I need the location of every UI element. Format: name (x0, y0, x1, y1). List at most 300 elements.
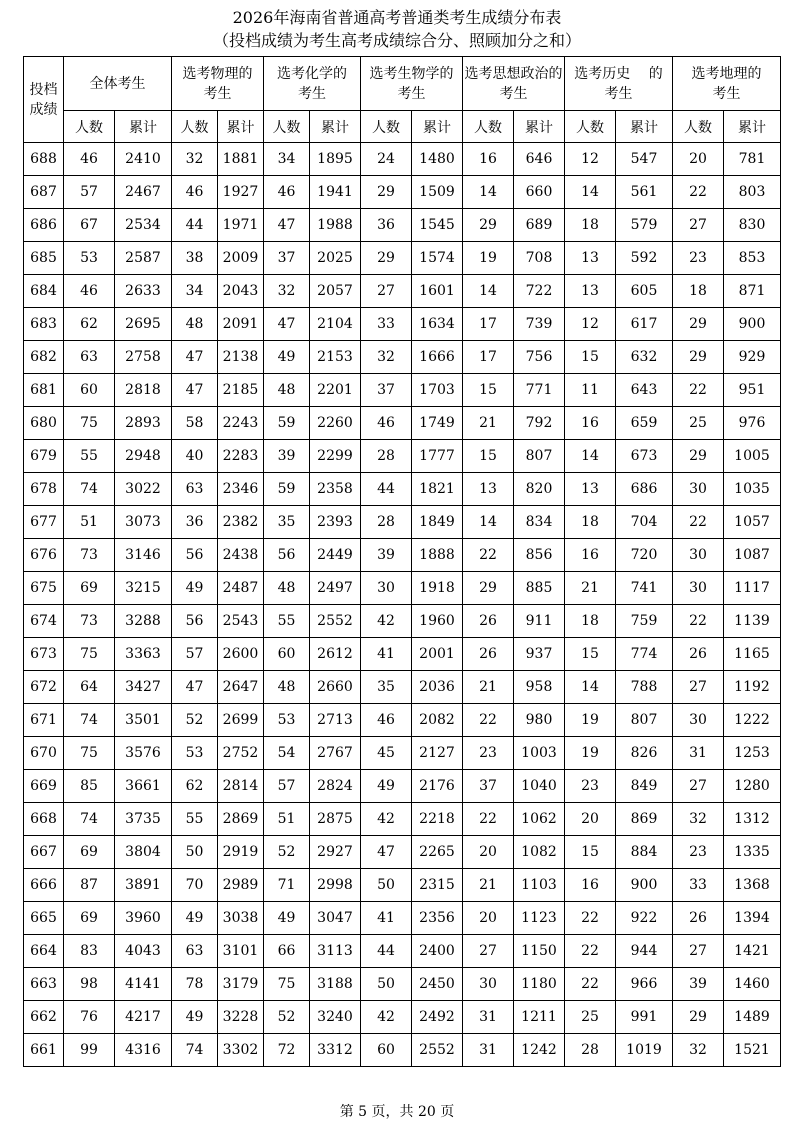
count-cell: 21 (565, 572, 616, 605)
cumulative-cell: 792 (514, 407, 565, 440)
count-cell: 55 (64, 440, 115, 473)
cumulative-cell: 2315 (412, 869, 463, 902)
cumulative-cell: 708 (514, 242, 565, 275)
cumulative-cell: 3501 (115, 704, 172, 737)
cumulative-cell: 2695 (115, 308, 172, 341)
count-cell: 37 (361, 374, 412, 407)
table-row (24, 935, 781, 968)
count-cell: 52 (264, 836, 310, 869)
count-cell: 44 (361, 473, 412, 506)
count-cell: 87 (64, 869, 115, 902)
cumulative-cell: 1521 (724, 1034, 781, 1067)
count-cell: 55 (172, 803, 218, 836)
cumulative-cell: 1703 (412, 374, 463, 407)
count-cell: 57 (172, 638, 218, 671)
cumulative-cell: 1335 (724, 836, 781, 869)
count-cell: 15 (463, 374, 514, 407)
cumulative-cell: 3804 (115, 836, 172, 869)
count-cell: 75 (64, 407, 115, 440)
count-cell: 30 (673, 704, 724, 737)
cumulative-cell: 774 (616, 638, 673, 671)
count-cell: 53 (264, 704, 310, 737)
cumulative-cell: 741 (616, 572, 673, 605)
table-row (24, 1034, 781, 1067)
count-cell: 56 (172, 605, 218, 638)
score-cell: 667 (24, 836, 64, 869)
header-count: 人数 (463, 111, 514, 143)
cumulative-cell: 991 (616, 1001, 673, 1034)
cumulative-cell: 2057 (310, 275, 361, 308)
cumulative-cell: 2265 (412, 836, 463, 869)
count-cell: 25 (565, 1001, 616, 1034)
cumulative-cell: 2699 (218, 704, 264, 737)
table-row (24, 506, 781, 539)
cumulative-cell: 1489 (724, 1001, 781, 1034)
count-cell: 50 (361, 869, 412, 902)
count-cell: 54 (264, 737, 310, 770)
count-cell: 22 (463, 704, 514, 737)
count-cell: 30 (673, 572, 724, 605)
cumulative-cell: 1368 (724, 869, 781, 902)
count-cell: 23 (565, 770, 616, 803)
cumulative-cell: 976 (724, 407, 781, 440)
count-cell: 31 (463, 1001, 514, 1034)
cumulative-cell: 781 (724, 143, 781, 176)
count-cell: 29 (361, 242, 412, 275)
cumulative-cell: 2450 (412, 968, 463, 1001)
count-cell: 76 (64, 1001, 115, 1034)
cumulative-cell: 869 (616, 803, 673, 836)
count-cell: 21 (463, 407, 514, 440)
count-cell: 70 (172, 869, 218, 902)
score-cell: 686 (24, 209, 64, 242)
count-cell: 49 (361, 770, 412, 803)
count-cell: 31 (673, 737, 724, 770)
count-cell: 46 (64, 275, 115, 308)
count-cell: 29 (463, 572, 514, 605)
count-cell: 64 (64, 671, 115, 704)
table-row (24, 737, 781, 770)
count-cell: 41 (361, 902, 412, 935)
count-cell: 66 (264, 935, 310, 968)
score-cell: 674 (24, 605, 64, 638)
count-cell: 73 (64, 605, 115, 638)
count-cell: 22 (565, 935, 616, 968)
cumulative-cell: 547 (616, 143, 673, 176)
count-cell: 25 (673, 407, 724, 440)
header-cumulative: 累计 (616, 111, 673, 143)
count-cell: 36 (361, 209, 412, 242)
cumulative-cell: 592 (616, 242, 673, 275)
count-cell: 13 (565, 242, 616, 275)
count-cell: 29 (463, 209, 514, 242)
count-cell: 26 (673, 902, 724, 935)
count-cell: 37 (463, 770, 514, 803)
cumulative-cell: 856 (514, 539, 565, 572)
cumulative-cell: 929 (724, 341, 781, 374)
cumulative-cell: 771 (514, 374, 565, 407)
cumulative-cell: 1211 (514, 1001, 565, 1034)
cumulative-cell: 1849 (412, 506, 463, 539)
cumulative-cell: 3240 (310, 1001, 361, 1034)
cumulative-cell: 2875 (310, 803, 361, 836)
header-cumulative: 累计 (724, 111, 781, 143)
cumulative-cell: 643 (616, 374, 673, 407)
cumulative-cell: 579 (616, 209, 673, 242)
table-row (24, 671, 781, 704)
count-cell: 42 (361, 803, 412, 836)
count-cell: 14 (463, 506, 514, 539)
count-cell: 47 (172, 341, 218, 374)
cumulative-cell: 1192 (724, 671, 781, 704)
count-cell: 19 (565, 737, 616, 770)
count-cell: 32 (673, 1034, 724, 1067)
count-cell: 39 (673, 968, 724, 1001)
count-cell: 48 (264, 671, 310, 704)
cumulative-cell: 2025 (310, 242, 361, 275)
table-row (24, 275, 781, 308)
count-cell: 47 (264, 209, 310, 242)
count-cell: 29 (673, 1001, 724, 1034)
cumulative-cell: 2104 (310, 308, 361, 341)
count-cell: 29 (673, 308, 724, 341)
count-cell: 74 (64, 803, 115, 836)
count-cell: 56 (172, 539, 218, 572)
cumulative-cell: 722 (514, 275, 565, 308)
cumulative-cell: 2467 (115, 176, 172, 209)
cumulative-cell: 3038 (218, 902, 264, 935)
count-cell: 71 (264, 869, 310, 902)
table-row (24, 539, 781, 572)
cumulative-cell: 4217 (115, 1001, 172, 1034)
cumulative-cell: 830 (724, 209, 781, 242)
count-cell: 35 (264, 506, 310, 539)
cumulative-cell: 3179 (218, 968, 264, 1001)
count-cell: 51 (64, 506, 115, 539)
cumulative-cell: 2185 (218, 374, 264, 407)
count-cell: 28 (565, 1034, 616, 1067)
count-cell: 12 (565, 143, 616, 176)
count-cell: 27 (673, 935, 724, 968)
count-cell: 20 (673, 143, 724, 176)
cumulative-cell: 2176 (412, 770, 463, 803)
cumulative-cell: 2647 (218, 671, 264, 704)
count-cell: 39 (361, 539, 412, 572)
header-count: 人数 (264, 111, 310, 143)
cumulative-cell: 3735 (115, 803, 172, 836)
count-cell: 69 (64, 572, 115, 605)
count-cell: 41 (361, 638, 412, 671)
header-count: 人数 (565, 111, 616, 143)
cumulative-cell: 826 (616, 737, 673, 770)
cumulative-cell: 3215 (115, 572, 172, 605)
cumulative-cell: 1480 (412, 143, 463, 176)
cumulative-cell: 1062 (514, 803, 565, 836)
count-cell: 50 (172, 836, 218, 869)
header-group-geography: 选考地理的考生 (673, 57, 781, 111)
cumulative-cell: 1895 (310, 143, 361, 176)
score-cell: 683 (24, 308, 64, 341)
count-cell: 22 (673, 374, 724, 407)
cumulative-cell: 1057 (724, 506, 781, 539)
count-cell: 27 (673, 671, 724, 704)
cumulative-cell: 958 (514, 671, 565, 704)
count-cell: 46 (361, 407, 412, 440)
count-cell: 32 (172, 143, 218, 176)
cumulative-cell: 1222 (724, 704, 781, 737)
score-cell: 685 (24, 242, 64, 275)
count-cell: 21 (463, 671, 514, 704)
cumulative-cell: 3022 (115, 473, 172, 506)
cumulative-cell: 2201 (310, 374, 361, 407)
count-cell: 83 (64, 935, 115, 968)
cumulative-cell: 1082 (514, 836, 565, 869)
count-cell: 28 (361, 440, 412, 473)
cumulative-cell: 2009 (218, 242, 264, 275)
count-cell: 53 (64, 242, 115, 275)
count-cell: 29 (673, 341, 724, 374)
cumulative-cell: 686 (616, 473, 673, 506)
cumulative-cell: 788 (616, 671, 673, 704)
count-cell: 56 (264, 539, 310, 572)
header-group-all: 全体考生 (64, 57, 172, 111)
count-cell: 34 (264, 143, 310, 176)
cumulative-cell: 1421 (724, 935, 781, 968)
header-cumulative: 累计 (218, 111, 264, 143)
cumulative-cell: 1312 (724, 803, 781, 836)
cumulative-cell: 951 (724, 374, 781, 407)
cumulative-cell: 1280 (724, 770, 781, 803)
cumulative-cell: 3188 (310, 968, 361, 1001)
cumulative-cell: 3363 (115, 638, 172, 671)
cumulative-cell: 3960 (115, 902, 172, 935)
cumulative-cell: 2948 (115, 440, 172, 473)
cumulative-cell: 1005 (724, 440, 781, 473)
cumulative-cell: 1941 (310, 176, 361, 209)
cumulative-cell: 1960 (412, 605, 463, 638)
cumulative-cell: 2552 (310, 605, 361, 638)
score-cell: 661 (24, 1034, 64, 1067)
cumulative-cell: 2410 (115, 143, 172, 176)
cumulative-cell: 2153 (310, 341, 361, 374)
score-cell: 684 (24, 275, 64, 308)
count-cell: 42 (361, 1001, 412, 1034)
cumulative-cell: 2382 (218, 506, 264, 539)
cumulative-cell: 673 (616, 440, 673, 473)
cumulative-cell: 1509 (412, 176, 463, 209)
count-cell: 72 (264, 1034, 310, 1067)
cumulative-cell: 1253 (724, 737, 781, 770)
table-row (24, 473, 781, 506)
cumulative-cell: 2869 (218, 803, 264, 836)
score-cell: 665 (24, 902, 64, 935)
cumulative-cell: 605 (616, 275, 673, 308)
header-group-biology: 选考生物学的考生 (361, 57, 463, 111)
cumulative-cell: 2893 (115, 407, 172, 440)
cumulative-cell: 3576 (115, 737, 172, 770)
score-cell: 666 (24, 869, 64, 902)
cumulative-cell: 4043 (115, 935, 172, 968)
header-count: 人数 (64, 111, 115, 143)
count-cell: 63 (64, 341, 115, 374)
table-row (24, 605, 781, 638)
count-cell: 99 (64, 1034, 115, 1067)
count-cell: 49 (264, 902, 310, 935)
cumulative-cell: 2989 (218, 869, 264, 902)
cumulative-cell: 2487 (218, 572, 264, 605)
count-cell: 52 (264, 1001, 310, 1034)
count-cell: 27 (463, 935, 514, 968)
table-row (24, 143, 781, 176)
cumulative-cell: 966 (616, 968, 673, 1001)
cumulative-cell: 1103 (514, 869, 565, 902)
cumulative-cell: 2218 (412, 803, 463, 836)
count-cell: 30 (361, 572, 412, 605)
cumulative-cell: 871 (724, 275, 781, 308)
cumulative-cell: 3312 (310, 1034, 361, 1067)
cumulative-cell: 1123 (514, 902, 565, 935)
count-cell: 13 (565, 473, 616, 506)
cumulative-cell: 2534 (115, 209, 172, 242)
cumulative-cell: 1117 (724, 572, 781, 605)
cumulative-cell: 2713 (310, 704, 361, 737)
cumulative-cell: 1040 (514, 770, 565, 803)
count-cell: 46 (361, 704, 412, 737)
count-cell: 22 (673, 605, 724, 638)
count-cell: 48 (264, 572, 310, 605)
count-cell: 18 (565, 605, 616, 638)
count-cell: 69 (64, 902, 115, 935)
header-count: 人数 (361, 111, 412, 143)
count-cell: 60 (361, 1034, 412, 1067)
score-cell: 682 (24, 341, 64, 374)
score-cell: 672 (24, 671, 64, 704)
cumulative-cell: 2497 (310, 572, 361, 605)
count-cell: 59 (264, 407, 310, 440)
cumulative-cell: 3891 (115, 869, 172, 902)
cumulative-cell: 1545 (412, 209, 463, 242)
score-cell: 688 (24, 143, 64, 176)
count-cell: 15 (565, 836, 616, 869)
count-cell: 14 (565, 671, 616, 704)
header-cumulative: 累计 (115, 111, 172, 143)
count-cell: 47 (264, 308, 310, 341)
header-group-chemistry: 选考化学的考生 (264, 57, 361, 111)
cumulative-cell: 1881 (218, 143, 264, 176)
cumulative-cell: 3302 (218, 1034, 264, 1067)
header-group-history: 选考历史 的考生 (565, 57, 673, 111)
table-row (24, 242, 781, 275)
count-cell: 18 (565, 209, 616, 242)
count-cell: 28 (361, 506, 412, 539)
cumulative-cell: 1666 (412, 341, 463, 374)
count-cell: 20 (463, 836, 514, 869)
cumulative-cell: 1394 (724, 902, 781, 935)
count-cell: 55 (264, 605, 310, 638)
cumulative-cell: 2587 (115, 242, 172, 275)
cumulative-cell: 1918 (412, 572, 463, 605)
count-cell: 49 (264, 341, 310, 374)
cumulative-cell: 1139 (724, 605, 781, 638)
count-cell: 36 (172, 506, 218, 539)
header-cumulative: 累计 (310, 111, 361, 143)
cumulative-cell: 1460 (724, 968, 781, 1001)
cumulative-cell: 659 (616, 407, 673, 440)
cumulative-cell: 561 (616, 176, 673, 209)
score-cell: 668 (24, 803, 64, 836)
count-cell: 16 (565, 407, 616, 440)
cumulative-cell: 1777 (412, 440, 463, 473)
cumulative-cell: 2299 (310, 440, 361, 473)
cumulative-cell: 2127 (412, 737, 463, 770)
count-cell: 31 (463, 1034, 514, 1067)
count-cell: 16 (463, 143, 514, 176)
cumulative-cell: 1574 (412, 242, 463, 275)
cumulative-cell: 885 (514, 572, 565, 605)
cumulative-cell: 617 (616, 308, 673, 341)
count-cell: 15 (565, 638, 616, 671)
count-cell: 85 (64, 770, 115, 803)
count-cell: 44 (172, 209, 218, 242)
count-cell: 60 (264, 638, 310, 671)
table-row (24, 176, 781, 209)
cumulative-cell: 2767 (310, 737, 361, 770)
cumulative-cell: 3427 (115, 671, 172, 704)
table-row (24, 803, 781, 836)
cumulative-cell: 807 (616, 704, 673, 737)
count-cell: 52 (172, 704, 218, 737)
score-cell: 687 (24, 176, 64, 209)
count-cell: 69 (64, 836, 115, 869)
table-row (24, 869, 781, 902)
cumulative-cell: 2927 (310, 836, 361, 869)
score-cell: 670 (24, 737, 64, 770)
count-cell: 75 (64, 638, 115, 671)
cumulative-cell: 2998 (310, 869, 361, 902)
count-cell: 42 (361, 605, 412, 638)
cumulative-cell: 1242 (514, 1034, 565, 1067)
count-cell: 22 (673, 176, 724, 209)
cumulative-cell: 2393 (310, 506, 361, 539)
page-subtitle: （投档成绩为考生高考成绩综合分、照顾加分之和） (212, 31, 581, 50)
count-cell: 57 (264, 770, 310, 803)
cumulative-cell: 2818 (115, 374, 172, 407)
count-cell: 14 (565, 176, 616, 209)
cumulative-cell: 2633 (115, 275, 172, 308)
cumulative-cell: 803 (724, 176, 781, 209)
count-cell: 30 (463, 968, 514, 1001)
cumulative-cell: 1971 (218, 209, 264, 242)
score-cell: 679 (24, 440, 64, 473)
count-cell: 48 (264, 374, 310, 407)
count-cell: 38 (172, 242, 218, 275)
table-row (24, 374, 781, 407)
count-cell: 22 (565, 902, 616, 935)
cumulative-cell: 2001 (412, 638, 463, 671)
cumulative-cell: 4316 (115, 1034, 172, 1067)
count-cell: 49 (172, 1001, 218, 1034)
count-cell: 17 (463, 308, 514, 341)
count-cell: 74 (64, 473, 115, 506)
cumulative-cell: 3661 (115, 770, 172, 803)
score-cell: 662 (24, 1001, 64, 1034)
table-row (24, 902, 781, 935)
count-cell: 18 (565, 506, 616, 539)
count-cell: 59 (264, 473, 310, 506)
cumulative-cell: 2346 (218, 473, 264, 506)
count-cell: 32 (673, 803, 724, 836)
header-count: 人数 (172, 111, 218, 143)
